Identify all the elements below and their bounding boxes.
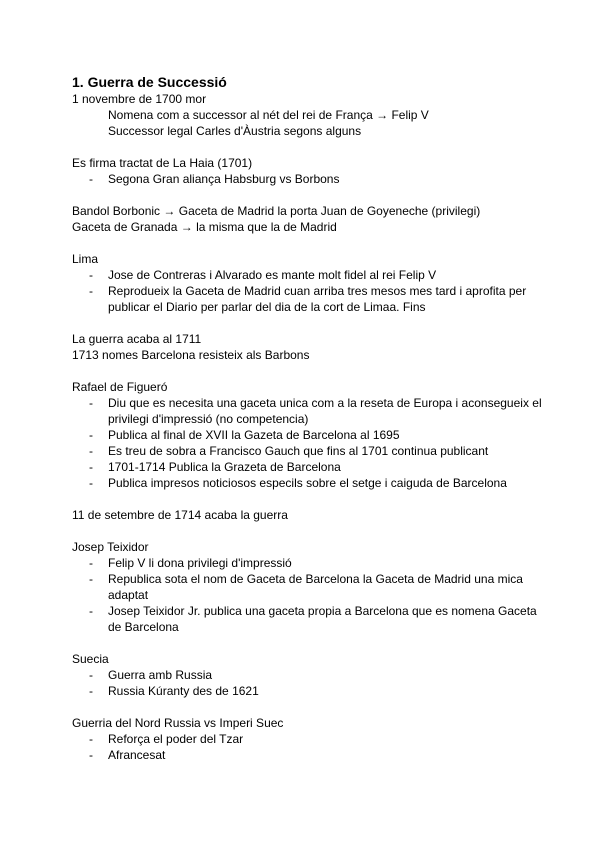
dash-bullet: - bbox=[89, 476, 93, 490]
text-line: Bandol Borbonic → Gaceta de Madrid la porta Juan de Goyeneche (privilegi) bbox=[72, 204, 481, 218]
dash-bullet: - bbox=[89, 444, 93, 458]
list-item bbox=[72, 571, 542, 603]
dash-bullet: - bbox=[89, 268, 93, 282]
dash-bullet: - bbox=[89, 732, 93, 746]
list-item-text: Guerra amb Russia bbox=[108, 668, 213, 682]
dash-bullet: - bbox=[89, 668, 93, 682]
dash-bullet: - bbox=[89, 172, 93, 186]
dash-bullet: - bbox=[89, 428, 93, 442]
list-item-text: Felip V li dona privilegi d'impressió bbox=[108, 556, 292, 570]
bullet-list bbox=[72, 667, 542, 699]
list-item-text: Josep Teixidor Jr. publica una gaceta propia a Barcelona que es nomena Gaceta de Barcelona bbox=[108, 604, 537, 634]
dash-bullet: - bbox=[89, 396, 93, 410]
figuero-heading: Rafael de Figueró bbox=[72, 380, 168, 394]
teixidor-heading: Josep Teixidor bbox=[72, 540, 149, 554]
bullet-list bbox=[72, 555, 542, 635]
list-item bbox=[72, 283, 542, 315]
text-line: La guerra acaba al 1711 bbox=[72, 332, 202, 346]
bullet-list bbox=[72, 171, 542, 187]
list-item-text: Russia Kúranty des de 1621 bbox=[108, 684, 259, 698]
bullet-list bbox=[72, 731, 542, 763]
list-item bbox=[72, 667, 542, 683]
list-item-text: Publica impresos noticiosos especils sobre el setge i caiguda de Barcelona bbox=[108, 476, 507, 490]
nord-heading: Guerria del Nord Russia vs Imperi Suec bbox=[72, 716, 284, 730]
dash-bullet: - bbox=[89, 684, 93, 698]
dash-bullet: - bbox=[89, 572, 93, 586]
list-item bbox=[72, 171, 542, 187]
list-item-text: Reforça el poder del Tzar bbox=[108, 732, 244, 746]
list-item-text: Reprodueix la Gaceta de Madrid cuan arriba tres mesos mes tard i aprofita per publicar el Diario per parlar del dia de la cort de Limaa. Fins bbox=[108, 284, 527, 314]
list-item bbox=[72, 443, 542, 459]
bullet-list bbox=[72, 267, 542, 315]
list-item bbox=[72, 731, 542, 747]
text-line: Gaceta de Granada → la misma que la de Madrid bbox=[72, 220, 337, 234]
date-line: 1 novembre de 1700 mor bbox=[72, 92, 207, 106]
list-item-text: Publica al final de XVII la Gazeta de Barcelona al 1695 bbox=[108, 428, 400, 442]
list-item-text: Es treu de sobra a Francisco Gauch que fins al 1701 continua publicant bbox=[108, 444, 489, 458]
list-item-text: Segona Gran aliança Habsburg vs Borbons bbox=[108, 172, 340, 186]
document-content bbox=[72, 73, 542, 763]
list-item bbox=[72, 683, 542, 699]
bullet-list bbox=[72, 395, 542, 491]
list-item bbox=[72, 747, 542, 763]
indented-line: Nomena com a successor al nét del rei de França → Felip V bbox=[108, 108, 429, 122]
treaty-heading: Es firma tractat de La Haia (1701) bbox=[72, 156, 253, 170]
list-item bbox=[72, 427, 542, 443]
dash-bullet: - bbox=[89, 748, 93, 762]
list-item-text: Jose de Contreras i Alvarado es mante molt fidel al rei Felip V bbox=[108, 268, 437, 282]
list-item bbox=[72, 603, 542, 635]
list-item-text: Diu que es necesita una gaceta unica com a la reseta de Europa i aconsegueix el privilegi d'impressió (no competencia) bbox=[108, 396, 542, 426]
text-line: 11 de setembre de 1714 acaba la guerra bbox=[72, 508, 288, 522]
section-title: 1. Guerra de Successió bbox=[72, 74, 227, 90]
list-item bbox=[72, 395, 542, 427]
list-item bbox=[72, 267, 542, 283]
list-item bbox=[72, 475, 542, 491]
dash-bullet: - bbox=[89, 604, 93, 618]
list-item-text: 1701-1714 Publica la Grazeta de Barcelona bbox=[108, 460, 341, 474]
text-line: 1713 nomes Barcelona resisteix als Barbons bbox=[72, 348, 310, 362]
dash-bullet: - bbox=[89, 284, 93, 298]
list-item bbox=[72, 555, 542, 571]
list-item bbox=[72, 459, 542, 475]
suecia-heading: Suecia bbox=[72, 652, 109, 666]
lima-heading: Lima bbox=[72, 252, 99, 266]
list-item-text: Afrancesat bbox=[108, 748, 166, 762]
list-item-text: Republica sota el nom de Gaceta de Barcelona la Gaceta de Madrid una mica adaptat bbox=[108, 572, 523, 602]
dash-bullet: - bbox=[89, 556, 93, 570]
indented-line: Successor legal Carles d'Àustria segons alguns bbox=[108, 124, 362, 138]
dash-bullet: - bbox=[89, 460, 93, 474]
